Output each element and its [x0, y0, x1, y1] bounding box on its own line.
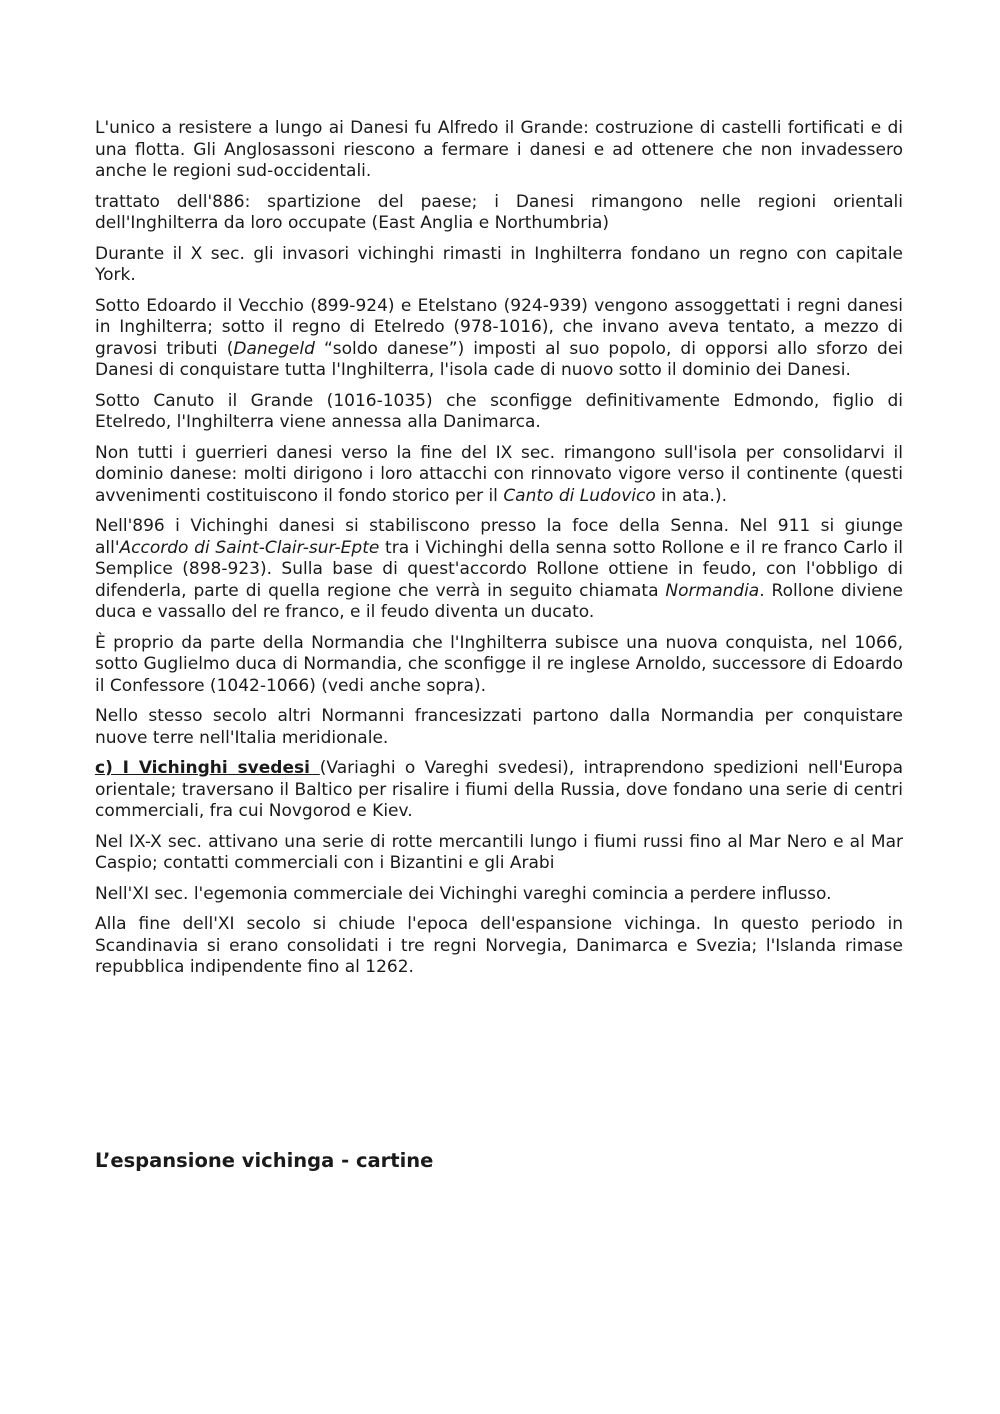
paragraph-egemonia [95, 884, 903, 906]
paragraph-senna [95, 516, 903, 624]
paragraph-text: Nell'896 i Vichinghi danesi si stabiliscono presso la foce della Senna. Nel 911 si giunge all' [95, 516, 903, 558]
section-title: L’espansione vichinga - cartine [95, 1149, 434, 1172]
document-body [95, 118, 903, 988]
paragraph-guerrieri [95, 443, 903, 508]
italic-term: Normandia [665, 580, 760, 601]
italic-term: Danegeld [233, 338, 315, 359]
paragraph-svedesi [95, 758, 903, 823]
italic-term: Accordo di Saint-Clair-sur-Epte [119, 537, 380, 558]
paragraph-text: Non tutti i guerrieri danesi verso la fine del IX sec. rimangono sull'isola per consolidarvi il dominio danese: molti dirigono i loro attacchi con rinnovato vigore verso il continente (questi avvenimenti costituiscono il fondo storico per il [95, 442, 903, 506]
paragraph-alfredo [95, 118, 903, 183]
paragraph-text: in ata.). [655, 485, 727, 506]
paragraph-text: (Variaghi o Vareghi svedesi), intraprendono spedizioni nell'Europa orientale; traversano il Baltico per risalire i fiumi della Russia, dove fondano una serie di centri commerciali, fra cui Novgorod e Kiev. [95, 758, 903, 821]
paragraph-text: Nell'XI sec. l'egemonia commerciale dei Vichinghi vareghi comincia a perdere influsso. [95, 883, 832, 904]
paragraph-text: L'unico a resistere a lungo ai Danesi fu Alfredo il Grande: costruzione di castelli fortificati e di una flotta. Gli Anglosassoni riescono a fermare i danesi e ad ottenere che non invadessero anche le regioni sud-occidentali. [95, 118, 903, 181]
paragraph-regno-york [95, 244, 903, 287]
italic-term: Canto di Ludovico [503, 485, 656, 506]
paragraph-text: Nello stesso secolo altri Normanni francesizzati partono dalla Normandia per conquistare nuove terre nell'Italia meridionale. [95, 706, 903, 748]
paragraph-text: “soldo danese”) imposti al suo popolo, di opporsi allo sforzo dei Danesi di conquistare tutta l'Inghilterra, l'isola cade di nuovo sotto il dominio dei Danesi. [95, 338, 904, 380]
paragraph-text: Durante il X sec. gli invasori vichinghi rimasti in Inghilterra fondano un regno con capitale York. [95, 243, 903, 285]
paragraph-normanni [95, 706, 903, 749]
paragraph-text: Sotto Edoardo il Vecchio (899-924) e Etelstano (924-939) vengono assoggettati i regni danesi in Inghilterra; sotto il regno di Etelredo (978-1016), che invano aveva tentato, a mezzo di gravosi tributi ( [95, 295, 903, 359]
paragraph-fine-epoca [95, 914, 903, 979]
paragraph-text: Sotto Canuto il Grande (1016-1035) che sconfigge definitivamente Edmondo, figlio di Etelredo, l'Inghilterra viene annessa alla Danimarca. [95, 390, 903, 432]
paragraph-text: . Rollone diviene duca e vassallo del re franco, e il feudo diventa un ducato. [95, 580, 903, 622]
paragraph-text: Alla fine dell'XI secolo si chiude l'epoca dell'espansione vichinga. In questo periodo in Scandinavia si erano consolidati i tre regni Norvegia, Danimarca e Svezia; l'Islanda rimase repubblica indipendente fino al 1262. [95, 914, 903, 977]
paragraph-canuto [95, 391, 903, 434]
paragraph-text: tra i Vichinghi della senna sotto Rollone e il re franco Carlo il Semplice (898-923). Sulla base di quest'accordo Rollone ottiene in feudo, con l'obbligo di difenderla, parte di quella regione che verrà in seguito chiamata [95, 537, 903, 601]
paragraph-text: Nel IX-X sec. attivano una serie di rotte mercantili lungo i fiumi russi fino al Mar Nero e al Mar Caspio; contatti commerciali con i Bizantini e gli Arabi [95, 831, 903, 873]
paragraph-normandia [95, 633, 903, 698]
paragraph-text: trattato dell'886: spartizione del paese; i Danesi rimangono nelle regioni orientali dell'Inghilterra da loro occupate (East Anglia e Northumbria) [95, 191, 903, 233]
paragraph-edoardo [95, 296, 903, 382]
paragraph-trattato [95, 192, 903, 235]
paragraph-rotte [95, 832, 903, 875]
subsection-heading: c) I Vichinghi svedesi [95, 758, 320, 778]
paragraph-text: È proprio da parte della Normandia che l'Inghilterra subisce una nuova conquista, nel 1066, sotto Guglielmo duca di Normandia, che sconfigge il re inglese Arnoldo, successore di Edoardo il Confessore (1042-1066) (vedi anche sopra). [95, 632, 903, 696]
